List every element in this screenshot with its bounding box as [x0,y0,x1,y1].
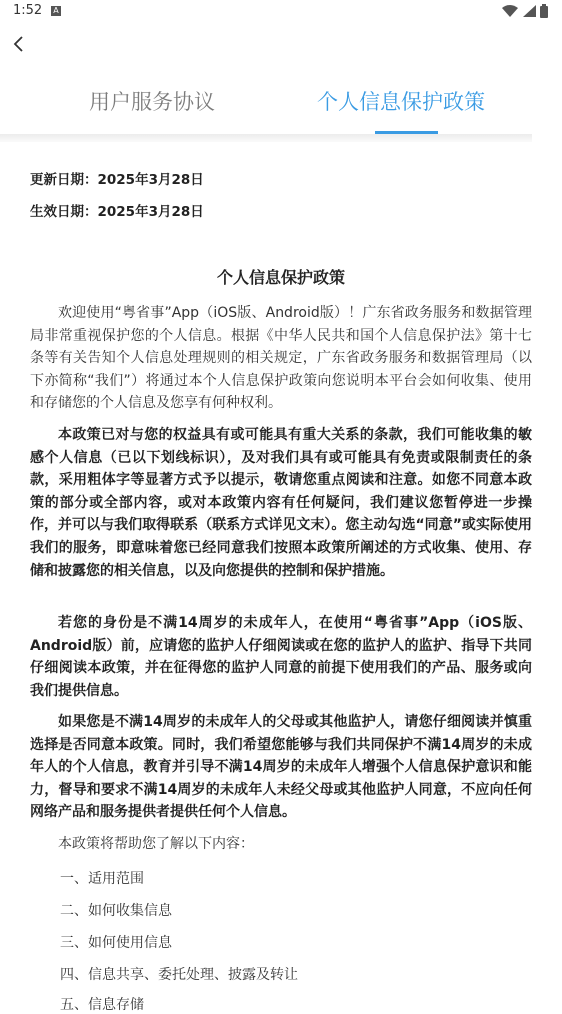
wifi-icon [502,4,518,18]
paragraph-guardian: 如果您是不满14周岁的未成年人的父母或其他监护人，请您仔细阅读并慎重选择是否同意本政策。同时，我们希望您能够与我们共同保护不满14周岁的未成年人的个人信息，教育并引导不满14周岁的未成年人增强个人信息保护意识和能力，督导和要求不满14周岁的未成年人未经父母或其他监护人同意，不应向任何网络产品和服务提供者提供任何个人信息。 [30,714,532,821]
tab-user-service-agreement[interactable]: 用户服务协议 [89,90,215,114]
status-icons [502,4,548,18]
battery-icon [540,4,548,18]
toc-item[interactable]: 三、如何使用信息 [60,935,172,951]
paragraph-toc-intro: 本政策将帮助您了解以下内容： [58,836,254,852]
signal-icon [522,4,536,18]
toc-item[interactable]: 五、信息存储 [60,997,144,1013]
notification-icon: A [51,6,61,16]
toc-item[interactable]: 一、适用范围 [60,871,144,887]
tab-privacy-policy[interactable]: 个人信息保护政策 [317,90,485,114]
paragraph-notice: 本政策已对与您的权益具有或可能具有重大关系的条款，我们可能收集的敏感个人信息（已以下划线标识），及对我们具有或可能具有免责或限制责任的条款，采用粗体字等显著方式予以提示，敬请您重点阅读和注意。如您不同意本政策的部分或全部内容，或对本政策内容有任何疑问，我们建议您暂停进一步操作，并可以与我们取得联系（联系方式详见文末）。您主动勾选“同意”或实际使用我们的服务，即意味着您已经同意我们按照本政策所阐述的方式收集、使用、存储和披露您的相关信息，以及向您提供的控制和保护措施。 [30,427,532,579]
tab-divider [0,134,532,142]
back-button[interactable] [8,32,32,56]
paragraph-intro: 欢迎使用“粤省事”App（iOS版、Android版）！广东省政务服务和数据管理局非常重视保护您的个人信息。根据《中华人民共和国个人信息保护法》第十七条等有关告知个人信息处理规则的相关规定，广东省政务服务和数据管理局（以下亦简称“我们”）将通过本个人信息保护政策向您说明本平台会如何收集、使用和存储您的个人信息及您享有何种权利。 [30,305,532,412]
status-bar [0,0,562,24]
paragraph-minor: 若您的身份是不满14周岁的未成年人，在使用“粤省事”App（iOS版、Android版）前，应请您的监护人仔细阅读或在您的监护人的监护、指导下共同仔细阅读本政策，并在征得您的监护人同意的前提下使用我们的产品、服务或向我们提供信息。 [30,615,532,699]
document-title: 个人信息保护政策 [216,268,345,287]
toc-item[interactable]: 四、信息共享、委托处理、披露及转让 [60,967,298,983]
status-time: 1:52 [13,3,43,18]
tab-bar [0,70,532,136]
toc-item[interactable]: 二、如何收集信息 [60,903,172,919]
effective-date: 生效日期：2025年3月28日 [30,204,204,220]
back-arrow-icon [8,32,32,56]
update-date: 更新日期：2025年3月28日 [30,172,204,188]
